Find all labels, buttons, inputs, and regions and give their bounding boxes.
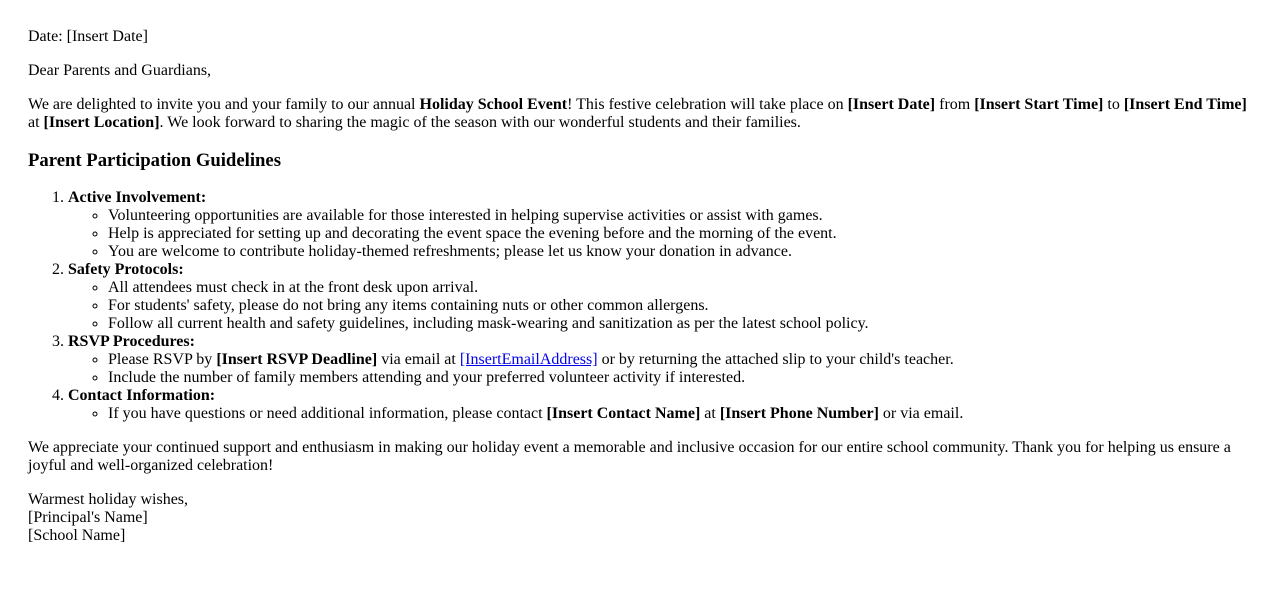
signature xyxy=(28,491,1258,545)
rsvp-text: Please RSVP by xyxy=(108,351,217,368)
intro-text: . We look forward to sharing the magic of the season with our wonderful students and their families. xyxy=(159,114,801,131)
guideline-items xyxy=(68,405,1258,423)
intro-paragraph xyxy=(28,96,1258,132)
list-item: ◦ All attendees must check in at the front desk upon arrival. xyxy=(108,279,1258,297)
list-item: ◦ Follow all current health and safety guidelines, including mask-wearing and sanitization as per the latest school policy. xyxy=(108,315,1258,333)
signature-salutation: Warmest holiday wishes, xyxy=(28,491,189,508)
event-start-time: [Insert Start Time] xyxy=(974,96,1104,113)
guideline-title: Active Involvement: xyxy=(68,189,207,206)
date-line: Date: [Insert Date] xyxy=(28,28,148,45)
contact-text: If you have questions or need additional information, please contact xyxy=(108,405,547,422)
contact-text: or via email. xyxy=(878,405,964,422)
intro-text: at xyxy=(28,114,44,131)
rsvp-text: via email at xyxy=(377,351,460,368)
intro-text: from xyxy=(935,96,975,113)
principal-name: [Principal's Name] xyxy=(28,509,148,526)
list-item: ◦ Include the number of family members attending and your preferred volunteer activity if interested. xyxy=(108,369,1258,387)
closing-paragraph: We appreciate your continued support and enthusiasm in making our holiday event a memorable and inclusive occasion for our entire school community. Thank you for helping us ensure a joyful and well-organized celebration! xyxy=(28,439,1231,474)
guideline-safety-protocols xyxy=(68,261,1258,333)
guidelines-list xyxy=(28,189,1258,423)
list-item: ◦ Volunteering opportunities are available for those interested in helping supervise activities or assist with games. xyxy=(108,207,1258,225)
section-heading: Parent Participation Guidelines xyxy=(28,150,281,171)
list-item: ◦ You are welcome to contribute holiday-themed refreshments; please let us know your donation in advance. xyxy=(108,243,1258,261)
guideline-items xyxy=(68,207,1258,261)
guideline-contact-information xyxy=(68,387,1258,423)
guideline-title: Contact Information: xyxy=(68,387,216,404)
guideline-title: RSVP Procedures: xyxy=(68,333,195,350)
list-item: ◦ For students' safety, please do not bring any items containing nuts or other common allergens. xyxy=(108,297,1258,315)
contact-name: [Insert Contact Name] xyxy=(546,405,701,422)
guideline-items xyxy=(68,279,1258,333)
intro-text: ! This festive celebration will take place on xyxy=(567,96,848,113)
event-end-time: [Insert End Time] xyxy=(1123,96,1247,113)
event-date: [Insert Date] xyxy=(847,96,936,113)
contact-phone: [Insert Phone Number] xyxy=(719,405,879,422)
intro-text: to xyxy=(1103,96,1124,113)
event-name: Holiday School Event xyxy=(419,96,568,113)
school-name: [School Name] xyxy=(28,527,126,544)
rsvp-deadline: [Insert RSVP Deadline] xyxy=(216,351,378,368)
list-item xyxy=(108,405,1258,423)
guideline-rsvp-procedures xyxy=(68,333,1258,387)
list-item xyxy=(108,351,1258,369)
intro-text: We are delighted to invite you and your family to our annual xyxy=(28,96,420,113)
guideline-active-involvement xyxy=(68,189,1258,261)
greeting: Dear Parents and Guardians, xyxy=(28,62,212,79)
event-location: [Insert Location] xyxy=(43,114,160,131)
guideline-items xyxy=(68,351,1258,387)
contact-text: at xyxy=(700,405,720,422)
email-link[interactable]: [InsertEmailAddress] xyxy=(459,351,598,368)
rsvp-text: or by returning the attached slip to your child's teacher. xyxy=(597,351,954,368)
guideline-title: Safety Protocols: xyxy=(68,261,184,278)
list-item: ◦ Help is appreciated for setting up and decorating the event space the evening before and the morning of the event. xyxy=(108,225,1258,243)
